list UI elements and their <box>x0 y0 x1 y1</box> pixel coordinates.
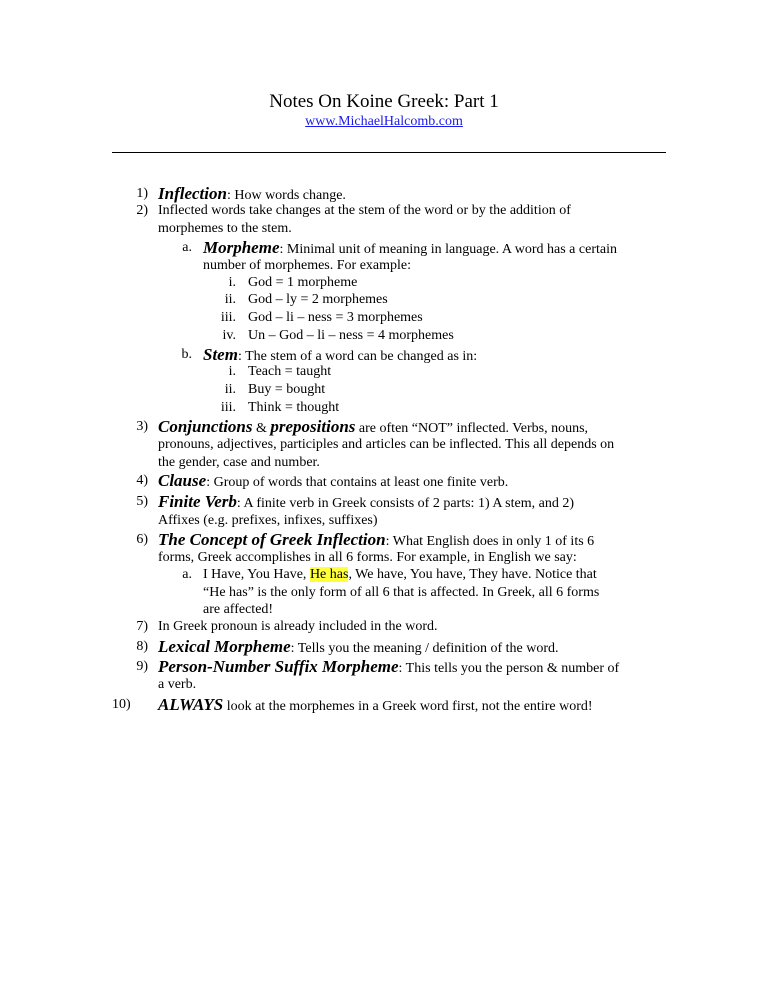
item-6-text: : What English does in only 1 of its 6 <box>385 534 595 549</box>
item-10-number: 10) <box>112 697 131 712</box>
item-8 <box>158 638 559 658</box>
item-9 <box>158 658 619 678</box>
item-10-text: look at the morphemes in a Greek word first, not the entire word! <box>223 699 593 714</box>
stem-example-1: Teach = taught <box>248 364 332 379</box>
always-term: ALWAYS <box>158 695 224 714</box>
item-9-text: : This tells you the person & number of <box>398 661 620 676</box>
item-8-text: : Tells you the meaning / definition of the word. <box>290 641 559 656</box>
item-6a <box>203 566 597 584</box>
item-4-text: : Group of words that contains at least one finite verb. <box>206 475 509 490</box>
item-6a-marker: a. <box>182 567 192 582</box>
roman-i-marker: i. <box>228 275 236 290</box>
greek-inflection-term: The Concept of Greek Inflection <box>158 530 386 549</box>
item-5-text: : A finite verb in Greek consists of 2 parts: 1) A stem, and 2) <box>236 496 574 511</box>
morpheme-text-2: number of morphemes. For example: <box>203 258 412 273</box>
lexical-morpheme-term: Lexical Morpheme <box>158 637 291 656</box>
item-1-text: : How words change. <box>226 188 346 203</box>
page-title: Notes On Koine Greek: Part 1 <box>269 91 499 112</box>
stem-example-3: Think = thought <box>248 400 340 415</box>
morpheme-example-1: God = 1 morpheme <box>248 275 358 290</box>
item-6a-line-2: “He has” is the only form of all 6 that is affected. In Greek, all 6 forms <box>203 585 600 600</box>
morpheme-example-3: God – li – ness = 3 morphemes <box>248 310 423 325</box>
item-4-number: 4) <box>136 473 148 488</box>
roman-iii-marker: iii. <box>220 310 236 325</box>
roman-iv-marker: iv. <box>222 328 236 343</box>
item-7-text: In Greek pronoun is already included in the word. <box>158 619 438 634</box>
stem-roman-iii-marker: iii. <box>220 400 236 415</box>
item-6 <box>158 531 594 551</box>
website-link[interactable]: www.MichaelHalcomb.com <box>305 114 463 129</box>
item-2-line-1: Inflected words take changes at the stem of the word or by the addition of <box>158 203 571 218</box>
morpheme-term: Morpheme <box>203 238 280 257</box>
person-number-suffix-term: Person-Number Suffix Morpheme <box>158 657 399 676</box>
stem-roman-ii-marker: ii. <box>224 382 236 397</box>
morpheme-example-2: God – ly = 2 morphemes <box>248 292 388 307</box>
stem-roman-i-marker: i. <box>228 364 236 379</box>
stem-example-2: Buy = bought <box>248 382 326 397</box>
item-1-term: Inflection <box>158 184 227 203</box>
prepositions-term: prepositions <box>270 417 356 436</box>
conjunctions-term: Conjunctions <box>158 417 253 436</box>
clause-term: Clause <box>158 471 207 490</box>
item-2-number: 2) <box>136 203 148 218</box>
item-6a-line-3: are affected! <box>203 602 274 617</box>
item-9-number: 9) <box>136 659 148 674</box>
item-3-number: 3) <box>136 419 148 434</box>
item-3 <box>158 418 588 438</box>
item-8-number: 8) <box>136 639 148 654</box>
item-7-number: 7) <box>136 619 148 634</box>
item-3-text-1: are often “NOT” inflected. Verbs, nouns, <box>355 421 589 436</box>
item-5-number: 5) <box>136 494 148 509</box>
stem-definition <box>203 346 477 366</box>
finite-verb-term: Finite Verb <box>158 492 237 511</box>
stem-text: : The stem of a word can be changed as in: <box>237 349 478 364</box>
ampersand: & <box>252 421 271 436</box>
sub-a-marker: a. <box>182 240 192 255</box>
morpheme-example-4: Un – God – li – ness = 4 morphemes <box>248 328 454 343</box>
item-6a-pre: I Have, You Have, <box>203 567 310 582</box>
item-5-line-2: Affixes (e.g. prefixes, infixes, suffixes) <box>158 513 378 528</box>
item-6-line-2: forms, Greek accomplishes in all 6 forms. For example, in English we say: <box>158 550 577 565</box>
item-6-number: 6) <box>136 532 148 547</box>
morpheme-text-1: : Minimal unit of meaning in language. A word has a certain <box>279 242 617 257</box>
item-9-line-2: a verb. <box>158 677 197 692</box>
website-link-wrapper <box>0 114 768 130</box>
highlighted-he-has: He has <box>309 567 349 582</box>
item-2-line-2: morphemes to the stem. <box>158 221 292 236</box>
item-3-line-2: pronouns, adjectives, participles and articles can be inflected. This all depends on <box>158 437 615 452</box>
header-divider <box>112 152 666 153</box>
item-3-line-3: the gender, case and number. <box>158 455 320 470</box>
morpheme-definition <box>203 239 617 259</box>
item-4 <box>158 472 508 492</box>
stem-term: Stem <box>203 345 238 364</box>
item-6a-post: , We have, You have, They have. Notice that <box>348 567 597 582</box>
item-10 <box>158 696 593 716</box>
item-5 <box>158 493 574 513</box>
roman-ii-marker: ii. <box>224 292 236 307</box>
sub-b-marker: b. <box>181 347 192 362</box>
item-1-number: 1) <box>136 186 148 201</box>
